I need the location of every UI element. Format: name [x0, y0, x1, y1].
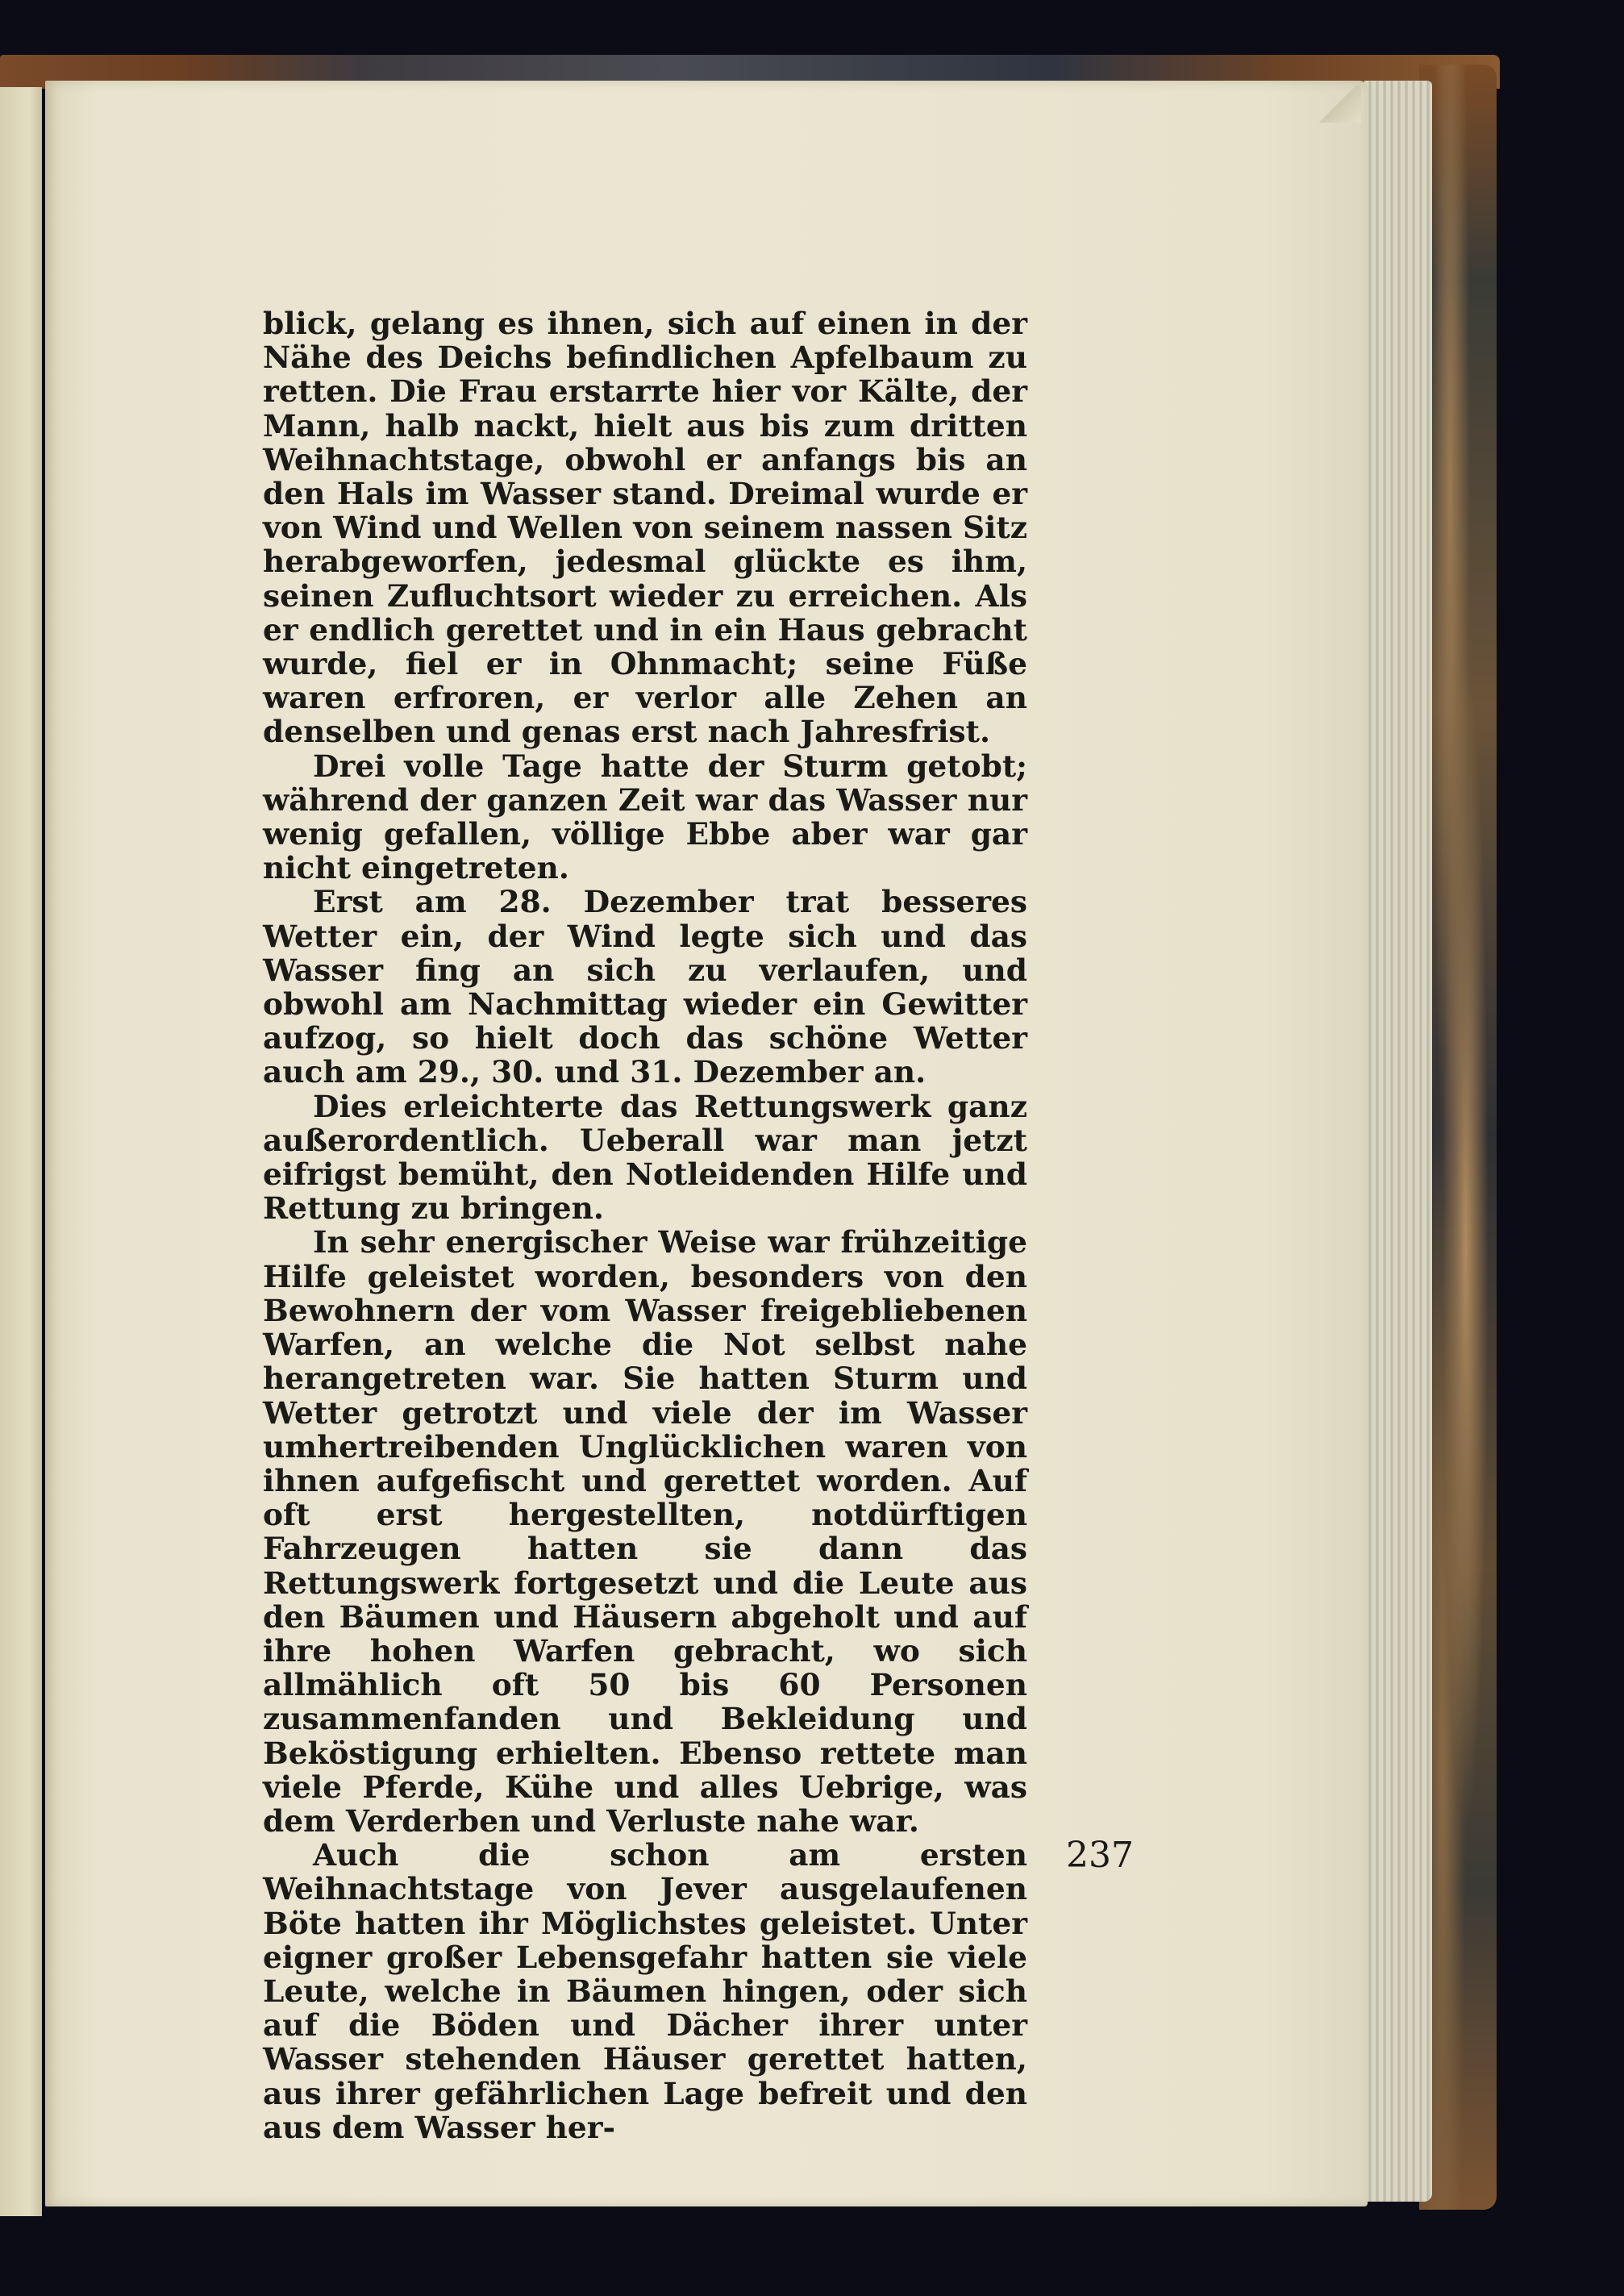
page-corner-fold [1313, 85, 1361, 123]
paragraph-6: Auch die schon am ersten Weihnachtstage von Jever ausgelaufenen Böte hatten ihr Möglichstes geleistet. Unter eigner großer Lebensgefahr hatten sie viele Leute, welche in Bäumen hingen, oder sich auf die Böden und Dächer ihrer unter Wasser stehenden Häuser gerettet hatten, aus ihrer gefährlichen Lage befreit und den aus dem Wasser her- [263, 1837, 1027, 2145]
paragraph-1: blick, gelang es ihnen, sich auf einen in der Nähe des Deichs befindlichen Apfelbaum zu retten. Die Frau erstarrte hier vor Kälte, der Mann, halb nackt, hielt aus bis zum dritten Weihnachtstage, obwohl er anfangs bis an den Hals im Wasser stand. Dreimal wurde er von Wind und Wellen von seinem nassen Sitz herabgeworfen, jedesmal glückte es ihm, seinen Zufluchtsort wieder zu erreichen. Als er endlich gerettet und in ein Haus gebracht wurde, fiel er in Ohnmacht; seine Füße waren erfroren, er verlor alle Zehen an denselben und genas erst nach Jahresfrist. [263, 306, 1027, 750]
page-text-block [263, 306, 1027, 2144]
paragraph-3: Erst am 28. Dezember trat besseres Wetter ein, der Wind legte sich und das Wasser fing an sich zu verlaufen, und obwohl am Nachmittag wieder ein Gewitter aufzog, so hielt doch das schöne Wetter auch am 29., 30. und 31. Dezember an. [263, 884, 1027, 1090]
paragraph-4: Dies erleichterte das Rettungswerk ganz außerordentlich. Ueberall war man jetzt eifrigst bemüht, den Notleidenden Hilfe und Rettung zu bringen. [263, 1088, 1027, 1227]
page-stack-edges [1364, 81, 1432, 2202]
left-page-edge [0, 87, 42, 2216]
page-number: 237 [1066, 1835, 1134, 1876]
paragraph-5: In sehr energischer Weise war frühzeitige Hilfe geleistet worden, besonders von den Bewohnern der vom Wasser freigebliebenen Warfen, an welche die Not selbst nahe herangetreten war. Sie hatten Sturm und Wetter getrotzt und viele der im Wasser umhertreibenden Unglücklichen waren von ihnen aufgefischt und gerettet worden. Auf oft erst hergestellten, notdürftigen Fahrzeugen hatten sie dann das Rettungswerk fortgesetzt und die Leute aus den Bäumen und Häusern abgeholt und auf ihre hohen Warfen gebracht, wo sich allmählich oft 50 bis 60 Personen zusammenfanden und Bekleidung und Beköstigung erhielten. Ebenso rettete man viele Pferde, Kühe und alles Uebrige, was dem Verderben und Verluste nahe war. [263, 1224, 1027, 1839]
paragraph-2: Drei volle Tage hatte der Sturm getobt; während der ganzen Zeit war das Wasser nur wenig gefallen, völlige Ebbe aber war gar nicht eingetreten. [263, 748, 1027, 886]
